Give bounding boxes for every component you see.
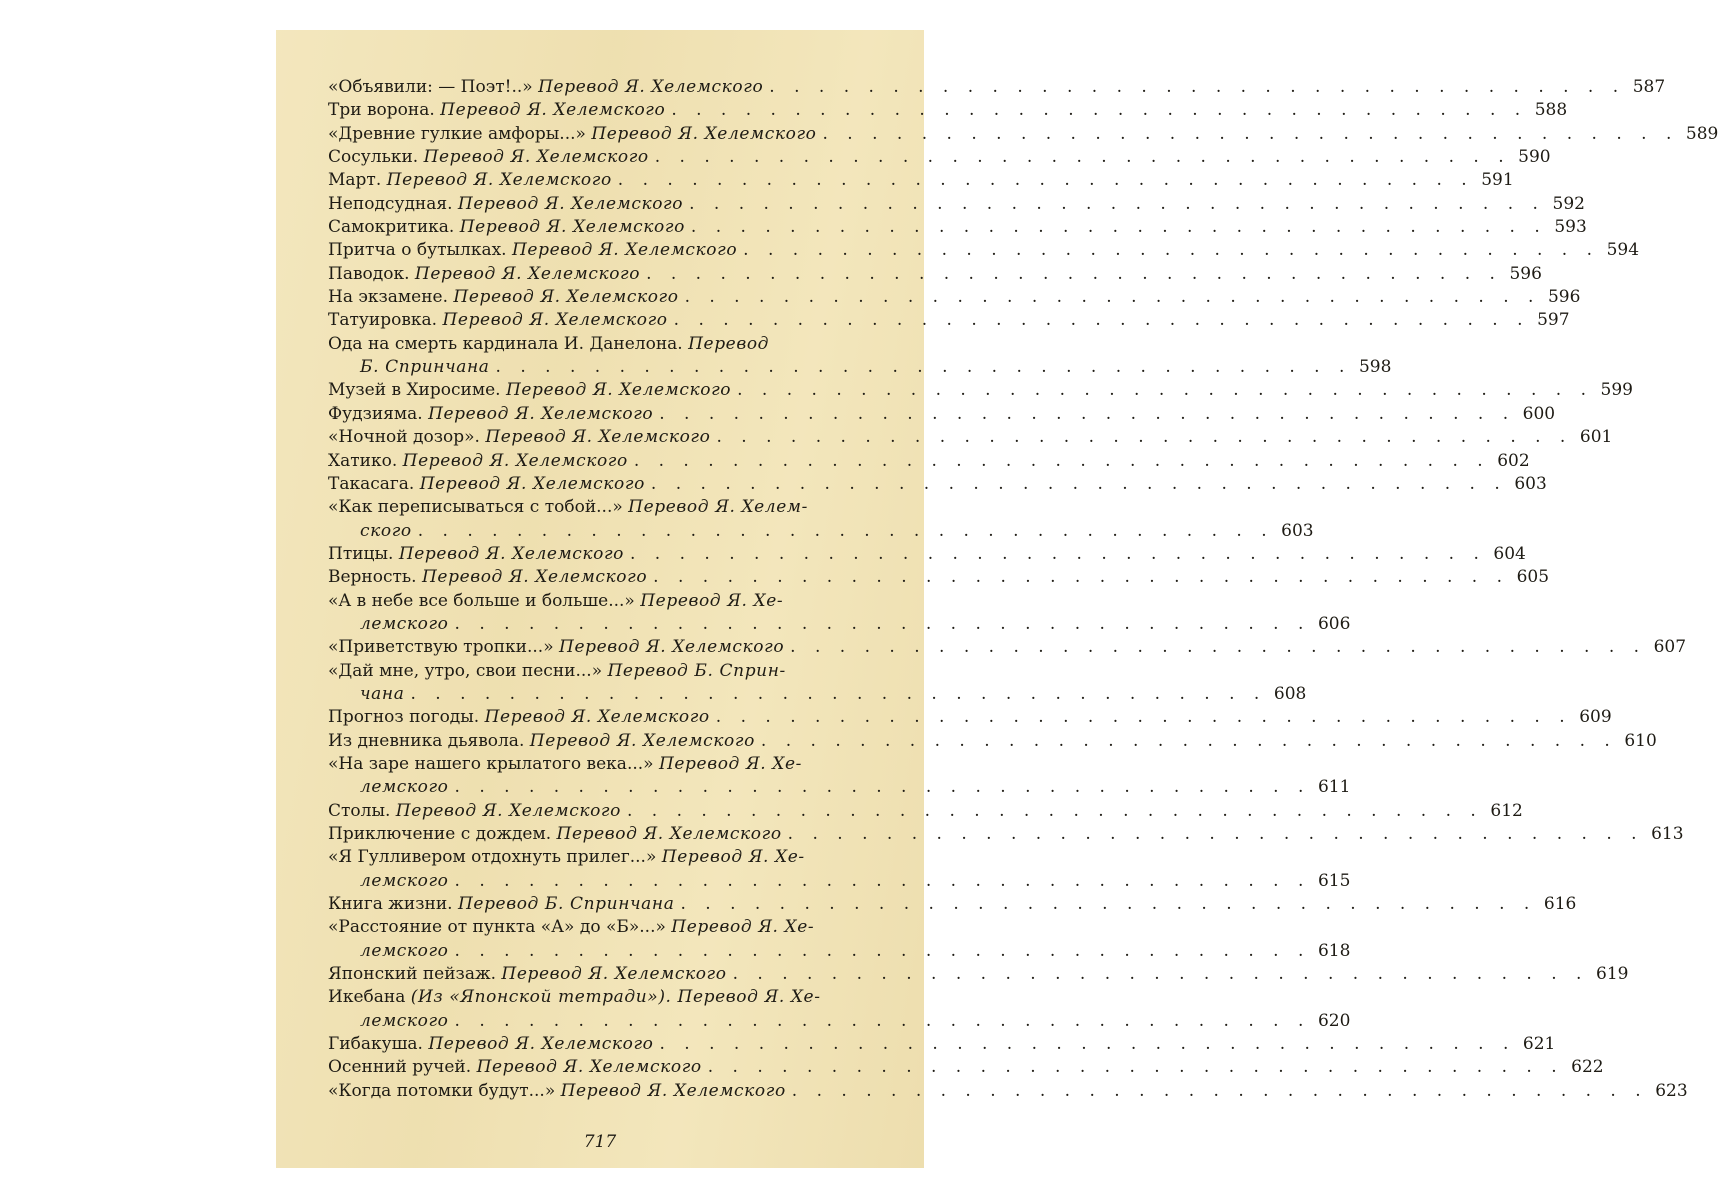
poem-title: «Я Гулливером отдохнуть прилег...» <box>328 847 657 868</box>
toc-entry-line <box>328 239 1640 262</box>
toc-entry <box>328 146 1551 169</box>
poem-title: Птицы. <box>328 543 394 564</box>
translator-credit: Перевод Я. Хелемского <box>453 287 679 308</box>
translator-credit: Перевод Я. Хелемского <box>484 707 710 728</box>
toc-entry <box>328 403 1556 426</box>
toc-entry-line <box>328 823 1684 846</box>
dot-leader: . . . . . . . . . . . . . . . . . . . . . . . . . . . . . . . . . . . <box>417 520 1274 541</box>
dot-leader: . . . . . . . . . . . . . . . . . . . . . . . . . . . . . . . . . . . <box>769 77 1626 97</box>
toc-entry-line <box>328 986 864 1009</box>
toc-entry-line <box>328 496 864 519</box>
translator-credit: Перевод Я. Хелемского <box>440 100 666 121</box>
page-ref: 619 <box>1596 964 1629 985</box>
dot-leader: . . . . . . . . . . . . . . . . . . . . . . . . . . . . . . . . . . . <box>650 473 1507 494</box>
toc-entry-line <box>328 543 1526 566</box>
poem-title: Японский пейзаж. <box>328 964 497 985</box>
poem-title: «Приветствую тропки...» <box>328 637 554 658</box>
poem-title: Музей в Хиросиме. <box>328 380 501 401</box>
toc-entry-text <box>328 76 763 99</box>
dot-leader: . . . . . . . . . . . . . . . . . . . . . . . . . . . . . . . . . . . <box>790 637 1647 658</box>
toc-entry <box>328 706 1612 729</box>
toc-entry-line <box>328 846 864 869</box>
translator-credit: Б. Спринчана <box>360 357 490 378</box>
translator-credit: Перевод Я. Хелемского <box>501 964 727 985</box>
page-ref: 601 <box>1579 427 1613 448</box>
toc-entry-line <box>328 730 1657 753</box>
toc-entry-text <box>328 239 737 262</box>
toc-entry-continuation <box>328 870 1351 893</box>
toc-entry-text <box>328 473 645 496</box>
page-ref: 597 <box>1537 310 1570 331</box>
toc-entry-text <box>328 216 685 239</box>
toc-entry-line <box>328 660 864 683</box>
dot-leader: . . . . . . . . . . . . . . . . . . . . . . . . . . . . . . . . . . . <box>654 147 1511 168</box>
toc-entry-line <box>328 379 1633 402</box>
toc-entry-text <box>328 123 816 146</box>
page-ref: 606 <box>1317 613 1351 634</box>
translator-credit: Перевод Я. Хе- <box>640 590 784 611</box>
toc-entry <box>328 450 1530 473</box>
toc-entry-line <box>328 753 864 776</box>
dot-leader: . . . . . . . . . . . . . . . . . . . . . . . . . . . . . . . . . . . <box>673 310 1530 331</box>
toc-entry-continuation <box>328 940 1351 963</box>
dot-leader: . . . . . . . . . . . . . . . . . . . . . . . . . . . . . . . . . . . <box>716 427 1573 448</box>
poem-title: Верность. <box>328 567 417 588</box>
dot-leader: . . . . . . . . . . . . . . . . . . . . . . . . . . . . . . . . . . . <box>737 380 1593 401</box>
translator-credit: Перевод Я. Хелемского <box>423 147 649 168</box>
translator-credit: Перевод Я. Хелемского <box>428 1034 654 1055</box>
toc-entry-text <box>360 520 412 543</box>
toc-entry-line <box>328 1080 1688 1103</box>
translator-credit: Перевод Я. Хелемского <box>457 193 684 214</box>
page-ref: 612 <box>1490 800 1523 821</box>
toc-entry <box>328 473 1547 496</box>
toc-entry-text <box>360 683 404 706</box>
toc-entry-text <box>360 356 490 379</box>
translator-credit: Перевод Я. Хе- <box>661 847 805 868</box>
page-ref: 599 <box>1600 380 1633 401</box>
page-ref: 602 <box>1497 450 1530 471</box>
toc-entry-text <box>328 963 727 986</box>
poem-title: Татуировка. <box>328 310 438 331</box>
toc-entry <box>328 379 1633 402</box>
toc-entry-line <box>328 963 1629 986</box>
dot-leader: . . . . . . . . . . . . . . . . . . . . . . . . . . . . . . . . . . . <box>653 567 1510 588</box>
page-ref: 598 <box>1358 357 1392 378</box>
dot-leader: . . . . . . . . . . . . . . . . . . . . . . . . . . . . . . . . . . . <box>630 543 1486 564</box>
page-number: 717 <box>583 1132 617 1152</box>
poem-title: Неподсудная. <box>328 193 453 214</box>
dot-leader: . . . . . . . . . . . . . . . . . . . . . . . . . . . . . . . . . . . <box>760 730 1617 751</box>
page-ref: 611 <box>1317 777 1351 798</box>
page-ref: 596 <box>1509 263 1542 284</box>
dot-leader: . . . . . . . . . . . . . . . . . . . . . . . . . . . . . . . . . . . <box>680 894 1537 915</box>
toc-entry-text <box>328 893 674 916</box>
toc-entry-text <box>360 776 449 799</box>
page-ref: 596 <box>1547 287 1581 308</box>
poem-title: Гибакуша. <box>328 1034 423 1055</box>
toc-entry-continuation <box>328 356 1392 379</box>
toc-entry <box>328 263 1542 286</box>
toc-entry <box>328 660 1307 707</box>
dot-leader: . . . . . . . . . . . . . . . . . . . . . . . . . . . . . . . . . . . <box>626 800 1483 821</box>
toc-entry-text <box>328 403 653 426</box>
dot-leader: . . . . . . . . . . . . . . . . . . . . . . . . . . . . . . . . . . . <box>787 824 1644 844</box>
poem-title: «Древние гулкие амфоры...» <box>328 123 586 144</box>
table-of-contents <box>328 76 1718 1103</box>
dot-leader: . . . . . . . . . . . . . . . . . . . . . . . . . . . . . . . . . . . <box>454 940 1311 961</box>
poem-title: «Объявили: — Поэт!..» <box>328 77 533 97</box>
toc-entry <box>328 216 1587 239</box>
page-ref: 615 <box>1317 870 1351 891</box>
dot-leader: . . . . . . . . . . . . . . . . . . . . . . . . . . . . . . . . . . . <box>454 1010 1311 1031</box>
page-ref: 603 <box>1514 473 1547 494</box>
toc-entry <box>328 590 1351 637</box>
toc-entry-text <box>328 146 649 169</box>
page-ref: 590 <box>1518 147 1551 168</box>
dot-leader: . . . . . . . . . . . . . . . . . . . . . . . . . . . . . . . . . . . <box>707 1057 1564 1078</box>
toc-entry-line <box>328 800 1523 823</box>
poem-title: Прогноз погоды. <box>328 707 480 728</box>
toc-entry <box>328 893 1577 916</box>
toc-entry-text <box>360 1010 449 1033</box>
translator-credit: Перевод Я. Хелемского <box>538 77 764 97</box>
poem-title: Три ворона. <box>328 100 435 121</box>
toc-entry <box>328 916 1351 963</box>
translator-credit: Перевод Я. Хелемского <box>414 263 641 284</box>
toc-entry-line <box>328 706 1612 729</box>
toc-entry <box>328 99 1568 122</box>
translator-credit: Перевод Я. Хелемского <box>402 450 628 471</box>
dot-leader: . . . . . . . . . . . . . . . . . . . . . . . . . . . . . . . . . . . <box>633 450 1490 471</box>
translator-credit: Перевод Я. Хелемского <box>560 1080 786 1101</box>
toc-entry-line <box>328 1033 1556 1056</box>
toc-entry <box>328 239 1640 262</box>
poem-title: «А в небе все больше и больше...» <box>328 590 635 611</box>
toc-entry-text <box>328 1080 786 1103</box>
translator-credit: Перевод Я. Хелемского <box>459 217 685 238</box>
toc-entry <box>328 543 1526 566</box>
translator-credit: Перевод Я. Хелемского <box>591 123 817 144</box>
toc-entry-text <box>328 916 814 939</box>
poem-title: Март. <box>328 170 382 191</box>
toc-entry-line <box>328 216 1587 239</box>
toc-entry-line <box>328 193 1585 216</box>
toc-entry-text <box>328 986 821 1009</box>
toc-entry-continuation <box>328 613 1351 636</box>
toc-entry-line <box>328 916 864 939</box>
poem-title: Хатико. <box>328 450 398 471</box>
toc-entry <box>328 286 1581 309</box>
toc-entry-line <box>328 146 1551 169</box>
dot-leader: . . . . . . . . . . . . . . . . . . . . . . . . . . . . . . . . . . . <box>732 964 1589 985</box>
toc-entry <box>328 76 1666 99</box>
dot-leader: . . . . . . . . . . . . . . . . . . . . . . . . . . . . . . . . . . . <box>617 170 1474 191</box>
page-ref: 594 <box>1606 240 1640 261</box>
poem-title: «Как переписываться с тобой...» <box>328 497 623 518</box>
toc-entry-continuation <box>328 1010 1351 1033</box>
page-ref: 620 <box>1317 1010 1351 1031</box>
toc-entry-line <box>328 99 1568 122</box>
translator-credit: Перевод Я. Хелемского <box>505 380 732 401</box>
toc-entry-text <box>328 730 755 753</box>
translator-credit: Перевод Я. Хелемского <box>442 310 668 331</box>
poem-title: Фудзияма. <box>328 403 423 424</box>
toc-entry-text <box>328 333 769 356</box>
toc-entry-line <box>328 76 1666 99</box>
toc-entry-text <box>360 613 449 636</box>
toc-entry-line <box>328 333 864 356</box>
toc-entry-text <box>328 543 624 566</box>
translator-credit: Перевод Я. Хелемского <box>398 543 624 564</box>
page-ref: 592 <box>1552 193 1585 214</box>
dot-leader: . . . . . . . . . . . . . . . . . . . . . . . . . . . . . . . . . . . <box>454 870 1311 891</box>
dot-leader: . . . . . . . . . . . . . . . . . . . . . . . . . . . . . . . . . . . <box>715 707 1572 728</box>
toc-entry <box>328 123 1718 146</box>
toc-entry <box>328 566 1550 589</box>
poem-title: Паводок. <box>328 263 410 284</box>
toc-entry-text <box>328 846 805 869</box>
poem-title: На экзамене. <box>328 287 448 308</box>
toc-entry-text <box>328 379 731 402</box>
poem-title: «Когда потомки будут...» <box>328 1080 556 1101</box>
toc-entry-text <box>328 823 782 846</box>
toc-entry-text <box>328 753 802 776</box>
translator-credit: лемского <box>360 777 449 798</box>
translator-credit: лемского <box>360 940 449 961</box>
poem-title: Ода на смерть кардинала И. Данелона. <box>328 333 683 354</box>
dot-leader: . . . . . . . . . . . . . . . . . . . . . . . . . . . . . . . . . . . <box>659 1034 1516 1055</box>
translator-credit: Перевод Я. Хелемского <box>512 240 738 261</box>
toc-entry-line <box>328 1056 1604 1079</box>
poem-title: «Расстояние от пункта «А» до «Б»...» <box>328 917 666 938</box>
poem-title: «На заре нашего крылатого века...» <box>328 753 654 774</box>
page-ref: 621 <box>1522 1034 1556 1055</box>
page-ref: 605 <box>1516 567 1550 588</box>
page-ref: 591 <box>1481 170 1514 191</box>
translator-credit: ского <box>360 520 412 541</box>
translator-credit: Перевод Я. Хелемского <box>428 403 654 424</box>
toc-entry-text <box>328 426 710 449</box>
dot-leader: . . . . . . . . . . . . . . . . . . . . . . . . . . . . . . . . . . . <box>791 1080 1648 1101</box>
translator-credit: Перевод Я. Хелемского <box>485 427 711 448</box>
translator-credit: Перевод Я. Хелемского <box>476 1057 702 1078</box>
toc-entry <box>328 823 1684 846</box>
dot-leader: . . . . . . . . . . . . . . . . . . . . . . . . . . . . . . . . . . . <box>659 403 1516 424</box>
dot-leader: . . . . . . . . . . . . . . . . . . . . . . . . . . . . . . . . . . . <box>671 100 1528 121</box>
toc-entry-text <box>328 99 665 122</box>
dot-leader: . . . . . . . . . . . . . . . . . . . . . . . . . . . . . . . . . . . <box>822 123 1679 144</box>
page-ref: 608 <box>1273 683 1307 704</box>
toc-entry-line <box>328 286 1581 309</box>
page-ref: 587 <box>1632 77 1666 97</box>
toc-entry-text <box>328 566 647 589</box>
poem-title: «Дай мне, утро, свои песни...» <box>328 660 603 681</box>
translator-credit: Перевод Я. Хелемского <box>386 170 612 191</box>
toc-entry-line <box>328 169 1514 192</box>
page-ref: 600 <box>1522 403 1556 424</box>
toc-entry <box>328 1080 1688 1103</box>
toc-entry-continuation <box>328 520 1314 543</box>
toc-entry <box>328 193 1585 216</box>
translator-credit: Перевод Я. Хелемского <box>395 800 621 821</box>
translator-credit: (Из «Японской тетради»). Перевод Я. Хе- <box>410 987 821 1008</box>
poem-title: Притча о бутылках. <box>328 240 507 261</box>
book-page <box>276 30 1718 1168</box>
dot-leader: . . . . . . . . . . . . . . . . . . . . . . . . . . . . . . . . . . . <box>454 613 1311 634</box>
toc-entry <box>328 1033 1556 1056</box>
translator-credit: лемского <box>360 1010 449 1031</box>
toc-entry-text <box>328 450 628 473</box>
toc-entry-line <box>328 123 1718 146</box>
toc-entry-line <box>328 566 1550 589</box>
page-ref: 593 <box>1554 217 1587 238</box>
page-ref: 623 <box>1655 1080 1688 1101</box>
toc-entry-line <box>328 893 1577 916</box>
toc-entry-line <box>328 636 1687 659</box>
toc-entry <box>328 800 1523 823</box>
toc-entry-text <box>328 660 786 683</box>
toc-entry <box>328 426 1613 449</box>
toc-entry-text <box>328 800 621 823</box>
dot-leader: . . . . . . . . . . . . . . . . . . . . . . . . . . . . . . . . . . . <box>454 777 1311 798</box>
dot-leader: . . . . . . . . . . . . . . . . . . . . . . . . . . . . . . . . . . . <box>689 193 1545 214</box>
toc-entry-text <box>360 940 449 963</box>
toc-entry-text <box>328 169 612 192</box>
dot-leader: . . . . . . . . . . . . . . . . . . . . . . . . . . . . . . . . . . . <box>684 287 1541 308</box>
toc-entry <box>328 309 1570 332</box>
poem-title: Такасага. <box>328 473 415 494</box>
toc-entry-line <box>328 426 1613 449</box>
toc-entry-text <box>328 1056 702 1079</box>
toc-entry-text <box>328 286 679 309</box>
poem-title: Столы. <box>328 800 391 821</box>
poem-title: Сосульки. <box>328 147 419 168</box>
translator-credit: Перевод Я. Хелемского <box>559 637 785 658</box>
dot-leader: . . . . . . . . . . . . . . . . . . . . . . . . . . . . . . . . . . . <box>690 217 1547 238</box>
page-ref: 613 <box>1651 824 1684 844</box>
dot-leader: . . . . . . . . . . . . . . . . . . . . . . . . . . . . . . . . . . . <box>495 357 1352 378</box>
poem-title: Приключение с дождем. <box>328 824 552 844</box>
page-ref: 607 <box>1653 637 1687 658</box>
toc-entry-text <box>328 193 683 216</box>
dot-leader: . . . . . . . . . . . . . . . . . . . . . . . . . . . . . . . . . . . <box>410 683 1267 704</box>
toc-entry-text <box>328 309 668 332</box>
toc-entry <box>328 169 1514 192</box>
toc-entry-line <box>328 450 1530 473</box>
page-ref: 618 <box>1317 940 1351 961</box>
page-ref: 589 <box>1685 123 1718 144</box>
translator-credit: лемского <box>360 613 449 634</box>
translator-credit: Перевод Я. Хелемского <box>529 730 755 751</box>
toc-entry-line <box>328 263 1542 286</box>
translator-credit: Перевод Б. Сприн- <box>607 660 786 681</box>
translator-credit: Перевод Б. Спринчана <box>457 894 675 915</box>
poem-title: Икебана <box>328 987 406 1008</box>
dot-leader: . . . . . . . . . . . . . . . . . . . . . . . . . . . . . . . . . . . <box>646 263 1502 284</box>
page-ref: 604 <box>1493 543 1526 564</box>
page-ref: 588 <box>1534 100 1568 121</box>
poem-title: Осенний ручей. <box>328 1057 472 1078</box>
page-ref: 616 <box>1543 894 1577 915</box>
dot-leader: . . . . . . . . . . . . . . . . . . . . . . . . . . . . . . . . . . . <box>743 240 1600 261</box>
poem-title: Книга жизни. <box>328 894 453 915</box>
page-ref: 622 <box>1571 1057 1604 1078</box>
toc-entry-line <box>328 590 864 613</box>
translator-credit: Перевод Я. Хелемского <box>556 824 782 844</box>
poem-title: Из дневника дьявола. <box>328 730 525 751</box>
translator-credit: Перевод Я. Хелемского <box>422 567 648 588</box>
toc-entry-line <box>328 403 1556 426</box>
toc-entry-text <box>360 870 449 893</box>
toc-entry <box>328 846 1351 893</box>
translator-credit: Перевод Я. Хе- <box>671 917 815 938</box>
translator-credit: лемского <box>360 870 449 891</box>
toc-entry <box>328 636 1687 659</box>
toc-entry <box>328 730 1657 753</box>
poem-title: Самокритика. <box>328 217 455 238</box>
translator-credit: Перевод Я. Хелемского <box>419 473 645 494</box>
toc-entry-line <box>328 473 1547 496</box>
page-ref: 610 <box>1624 730 1657 751</box>
translator-credit: Перевод Я. Хе- <box>658 753 802 774</box>
toc-entry-text <box>328 636 784 659</box>
page-ref: 603 <box>1281 520 1314 541</box>
toc-entry-text <box>328 590 783 613</box>
page-ref: 609 <box>1579 707 1612 728</box>
toc-entry-continuation <box>328 776 1351 799</box>
toc-entry <box>328 986 1351 1033</box>
toc-entry-text <box>328 1033 654 1056</box>
toc-entry-line <box>328 309 1570 332</box>
translator-credit: Перевод <box>688 333 770 354</box>
toc-entry <box>328 496 1314 543</box>
toc-entry-text <box>328 496 808 519</box>
translator-credit: Перевод Я. Хелем- <box>628 497 808 518</box>
poem-title: «Ночной дозор». <box>328 427 480 448</box>
toc-entry <box>328 753 1351 800</box>
translator-credit: чана <box>360 683 405 704</box>
toc-entry-continuation <box>328 683 1307 706</box>
toc-entry <box>328 1056 1604 1079</box>
toc-entry-text <box>328 706 710 729</box>
toc-entry <box>328 333 1392 380</box>
toc-entry <box>328 963 1629 986</box>
toc-entry-text <box>328 263 640 286</box>
